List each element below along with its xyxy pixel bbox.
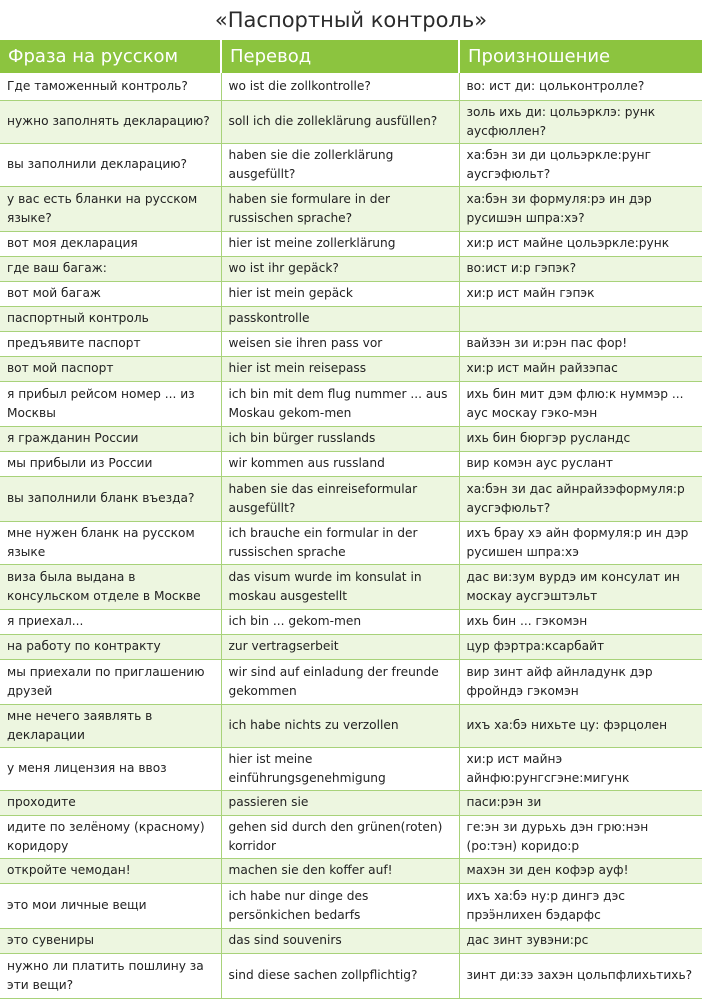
cell-translation: wir sind auf einladung der freunde gekommen — [221, 659, 459, 704]
cell-russian-phrase: мы приехали по приглашению друзей — [0, 659, 221, 704]
cell-pronunciation: ге:эн зи дурьхь дэн грю:нэн (ро:тэн) коридо:р — [459, 815, 702, 858]
cell-pronunciation: золь ихь ди: цольэрклэ: рунк аусфюллен? — [459, 100, 702, 143]
cell-pronunciation: ихъ брау хэ айн формуля:р ин дэр русишен шпра:хэ — [459, 521, 702, 564]
table-row — [0, 186, 702, 231]
cell-translation: gehen sid durch den grünen(roten) korridor — [221, 815, 459, 858]
cell-translation: wir kommen aus russland — [221, 451, 459, 476]
table-body — [0, 73, 702, 998]
cell-pronunciation: зинт ди:зэ захэн цольпфлихьтихь? — [459, 953, 702, 998]
table-row — [0, 564, 702, 609]
header-russian-phrase: Фраза на русском — [0, 40, 221, 73]
cell-translation: hier ist mein gepäck — [221, 281, 459, 306]
cell-russian-phrase: вот моя декларация — [0, 231, 221, 256]
header-translation: Перевод — [221, 40, 459, 73]
cell-pronunciation: вир комэн аус руслант — [459, 451, 702, 476]
cell-pronunciation: ихь бин бюргэр руcландс — [459, 426, 702, 451]
cell-translation: sind diese sachen zollpflichtig? — [221, 953, 459, 998]
cell-russian-phrase: вот мой паспорт — [0, 356, 221, 381]
cell-russian-phrase: я прибыл рейсом номер ... из Москвы — [0, 381, 221, 426]
cell-russian-phrase: вы заполнили бланк въезда? — [0, 476, 221, 521]
cell-translation: ich bin bürger russlands — [221, 426, 459, 451]
cell-russian-phrase: я приехал... — [0, 609, 221, 634]
table-row — [0, 476, 702, 521]
table-row — [0, 451, 702, 476]
cell-pronunciation: ихъ ха:бэ ну:р дингэ дэс прэӭнлихен бэдарфс — [459, 883, 702, 928]
cell-translation: weisen sie ihren pass vor — [221, 331, 459, 356]
table-row — [0, 356, 702, 381]
cell-translation: hier ist meine einführungsgenehmigung — [221, 747, 459, 790]
cell-translation: haben sie formulare in der russischen sprache? — [221, 186, 459, 231]
cell-pronunciation: ихь бин мит дэм флю:к нуммэр ... аус москау гэко-мэн — [459, 381, 702, 426]
cell-pronunciation: хи:р ист майне цольэркле:рунк — [459, 231, 702, 256]
cell-translation: ich brauche ein formular in der russischen sprache — [221, 521, 459, 564]
cell-pronunciation: во:ист и:р гэпэк? — [459, 256, 702, 281]
cell-russian-phrase: где ваш багаж: — [0, 256, 221, 281]
cell-translation: wo ist ihr gepäck? — [221, 256, 459, 281]
table-row — [0, 815, 702, 858]
cell-russian-phrase: Где таможенный контроль? — [0, 73, 221, 100]
table-row — [0, 928, 702, 953]
cell-pronunciation: ха:бэн зи формуля:рэ ин дэр русишэн шпра:хэ? — [459, 186, 702, 231]
header-pronunciation: Произношение — [459, 40, 702, 73]
table-row — [0, 953, 702, 998]
cell-pronunciation: паси:рэн зи — [459, 790, 702, 815]
cell-russian-phrase: паспортный контроль — [0, 306, 221, 331]
cell-russian-phrase: на работу по контракту — [0, 634, 221, 659]
cell-russian-phrase: вот мой багаж — [0, 281, 221, 306]
cell-russian-phrase: мы прибыли из России — [0, 451, 221, 476]
cell-pronunciation: вайзэн зи и:рэн пас фор! — [459, 331, 702, 356]
cell-russian-phrase: проходите — [0, 790, 221, 815]
cell-pronunciation: махэн зи ден кофэр ауф! — [459, 858, 702, 883]
cell-russian-phrase: откройте чемодан! — [0, 858, 221, 883]
table-row — [0, 747, 702, 790]
cell-russian-phrase: виза была выдана в консульском отделе в Москве — [0, 564, 221, 609]
cell-translation: das sind souvenirs — [221, 928, 459, 953]
cell-russian-phrase: это сувениры — [0, 928, 221, 953]
cell-russian-phrase: у вас есть бланки на русском языке? — [0, 186, 221, 231]
cell-pronunciation: ха:бэн зи дас айнрайзэформуля:р аусгэфюльт? — [459, 476, 702, 521]
table-header — [0, 40, 702, 73]
table-row — [0, 381, 702, 426]
cell-pronunciation: дас ви:зум вурдэ им консулат ин москау аусгэштэльт — [459, 564, 702, 609]
cell-pronunciation: цур фэртра:ксарбайт — [459, 634, 702, 659]
table-row — [0, 331, 702, 356]
table-row — [0, 704, 702, 747]
cell-translation: haben sie das einreiseformular ausgefüllt? — [221, 476, 459, 521]
table-row — [0, 306, 702, 331]
table-row — [0, 609, 702, 634]
cell-translation: soll ich die zolleklärung ausfüllen? — [221, 100, 459, 143]
cell-pronunciation: хи:р ист майнэ айнфю:рунгсгэне:мигунк — [459, 747, 702, 790]
table-row — [0, 659, 702, 704]
cell-pronunciation: ха:бэн зи ди цольэркле:рунг аусгэфюльт? — [459, 143, 702, 186]
cell-russian-phrase: мне нечего заявлять в декларации — [0, 704, 221, 747]
table-row — [0, 426, 702, 451]
cell-translation: zur vertragserbeit — [221, 634, 459, 659]
cell-translation: das visum wurde im konsulat in moskau ausgestellt — [221, 564, 459, 609]
cell-russian-phrase: у меня лицензия на ввоз — [0, 747, 221, 790]
cell-russian-phrase: это мои личные вещи — [0, 883, 221, 928]
cell-pronunciation: ихь бин ... гэкомэн — [459, 609, 702, 634]
table-row — [0, 256, 702, 281]
table-row — [0, 858, 702, 883]
table-row — [0, 634, 702, 659]
table-row — [0, 281, 702, 306]
cell-translation: haben sie die zollerklärung ausgefüllt? — [221, 143, 459, 186]
cell-translation: ich habe nur dinge des persönkichen bedarfs — [221, 883, 459, 928]
cell-pronunciation: во: ист ди: цольконтролле? — [459, 73, 702, 100]
cell-pronunciation: хи:р ист майн гэпэк — [459, 281, 702, 306]
cell-translation: ich habe nichts zu verzollen — [221, 704, 459, 747]
cell-pronunciation — [459, 306, 702, 331]
cell-pronunciation: ихъ ха:бэ нихьте цу: фэрцолен — [459, 704, 702, 747]
cell-translation: ich bin ... gekom-men — [221, 609, 459, 634]
page-title: «Паспортный контроль» — [214, 8, 488, 32]
cell-translation: ich bin mit dem flug nummer ... aus Moskau gekom-men — [221, 381, 459, 426]
cell-pronunciation: хи:р ист майн райзэпас — [459, 356, 702, 381]
cell-translation: hier ist mein reisepass — [221, 356, 459, 381]
cell-pronunciation: дас зинт зувэни:рс — [459, 928, 702, 953]
cell-russian-phrase: нужно заполнять декларацию? — [0, 100, 221, 143]
table-row — [0, 883, 702, 928]
table-row — [0, 231, 702, 256]
table-row — [0, 790, 702, 815]
cell-translation: wo ist die zollkontrolle? — [221, 73, 459, 100]
table-row — [0, 73, 702, 100]
cell-translation: hier ist meine zollerklärung — [221, 231, 459, 256]
table-row — [0, 521, 702, 564]
table-row — [0, 143, 702, 186]
cell-translation: passieren sie — [221, 790, 459, 815]
header-row — [0, 40, 702, 73]
cell-pronunciation: вир зинт айф айнладунк дэр фройндэ гэкомэн — [459, 659, 702, 704]
cell-russian-phrase: идите по зелёному (красному) коридору — [0, 815, 221, 858]
cell-translation: machen sie den koffer auf! — [221, 858, 459, 883]
phrase-table — [0, 40, 702, 999]
table-row — [0, 100, 702, 143]
cell-russian-phrase: нужно ли платить пошлину за эти вещи? — [0, 953, 221, 998]
cell-russian-phrase: вы заполнили декларацию? — [0, 143, 221, 186]
cell-russian-phrase: мне нужен бланк на русском языке — [0, 521, 221, 564]
cell-russian-phrase: я гражданин России — [0, 426, 221, 451]
cell-russian-phrase: предъявите паспорт — [0, 331, 221, 356]
cell-translation: passkontrolle — [221, 306, 459, 331]
